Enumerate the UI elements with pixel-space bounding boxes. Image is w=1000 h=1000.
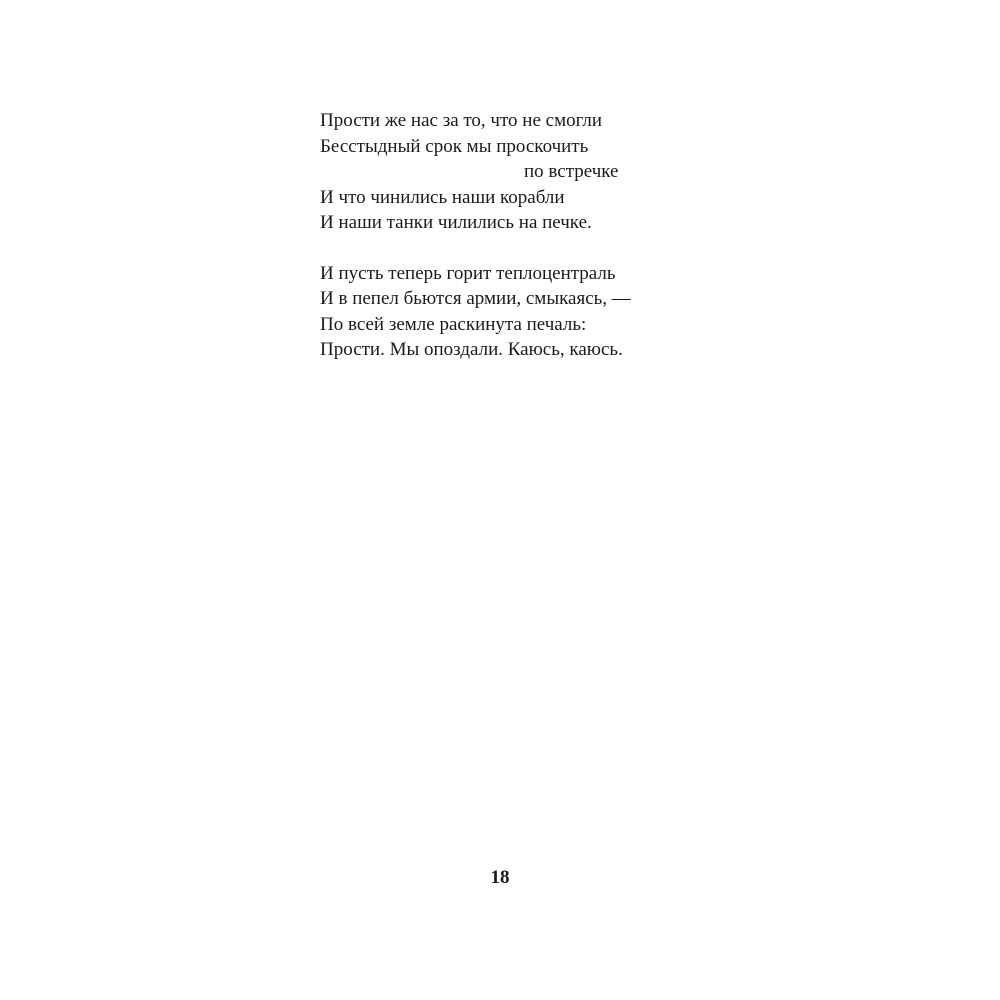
stanza-1 [320, 108, 680, 236]
poem-line: Прости же нас за то, что не смогли [320, 110, 603, 131]
poem-line: По всей земле раскинута печаль: [320, 313, 587, 335]
poem-line: И в пепел бьются армии, смыкаясь, — [320, 288, 631, 309]
stanza-2 [320, 261, 680, 363]
poem-line: Прости. Мы опоздали. Каюсь, каюсь. [320, 339, 623, 360]
poem-line: И наши танки чилились на печке. [320, 212, 592, 233]
poem-line: И что чинились наши корабли [320, 186, 565, 208]
poem-text [320, 108, 680, 363]
poem-line-indented: по встречке [524, 161, 619, 182]
page-number: 18 [490, 867, 510, 888]
poem-line: И пусть теперь горит теплоцентраль [320, 262, 616, 284]
poem-line: Бесстыдный срок мы проскочить [320, 135, 589, 157]
